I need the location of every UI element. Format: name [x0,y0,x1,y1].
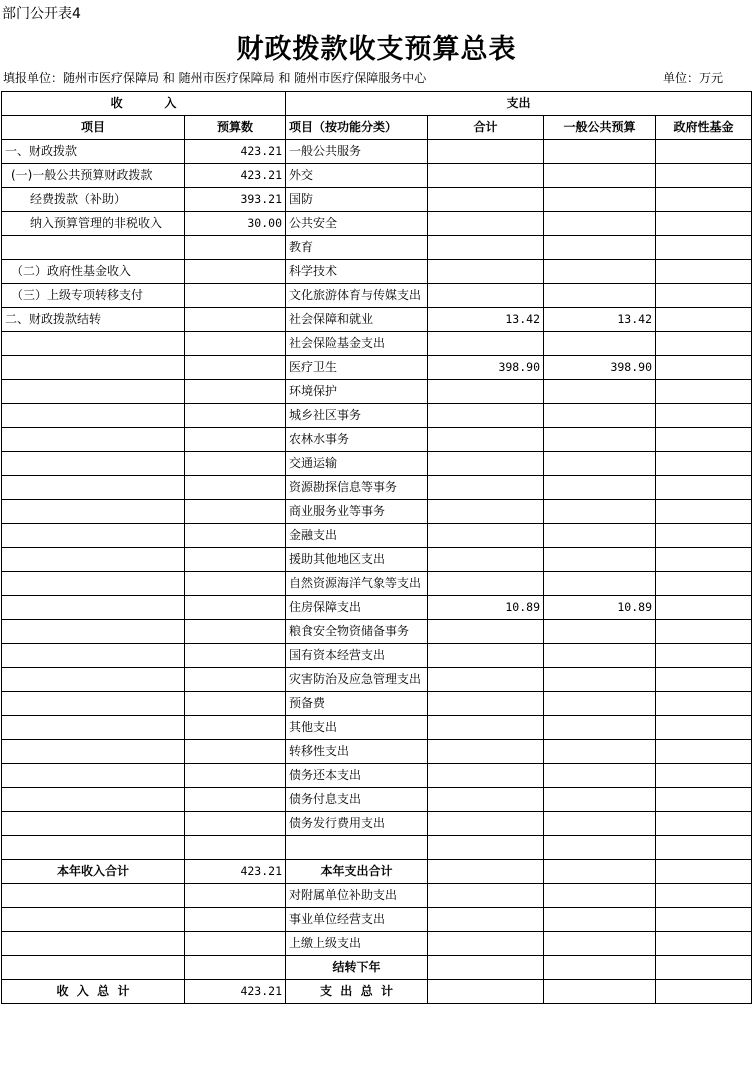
expense-general-cell [544,644,656,668]
expense-fund-cell [656,572,752,596]
income-total-label: 本年收入合计 [2,860,185,884]
corner-label: 部门公开表4 [2,6,81,22]
expense-general-cell [544,164,656,188]
table-row [2,500,752,524]
income-item-cell [2,404,185,428]
expense-general-cell: 10.89 [544,596,656,620]
income-item-cell [2,380,185,404]
expense-item-cell: 公共安全 [286,212,428,236]
income-value-cell [185,404,286,428]
expense-total-cell [428,692,544,716]
expense-item-cell: 援助其他地区支出 [286,548,428,572]
income-value-cell: 30.00 [185,212,286,236]
table-row [2,764,752,788]
expense-item-cell: 灾害防治及应急管理支出 [286,668,428,692]
table-row [2,572,752,596]
income-value-cell [185,428,286,452]
table-row [2,548,752,572]
expense-item-cell: 国防 [286,188,428,212]
expense-general-cell [544,380,656,404]
expense-total-general [544,860,656,884]
carryover-row [2,956,752,980]
income-value-cell [185,692,286,716]
expense-total-cell [428,836,544,860]
expense-fund-cell [656,788,752,812]
extra-row-label: 对附属单位补助支出 [286,884,428,908]
budget-table [1,91,752,1004]
expense-general-cell [544,572,656,596]
expense-item-cell: 资源勘探信息等事务 [286,476,428,500]
expense-general-cell [544,284,656,308]
expense-general-cell [544,812,656,836]
expense-fund-cell [656,692,752,716]
col-header-exp-item: 项目（按功能分类） [286,116,428,140]
expense-total-cell: 398.90 [428,356,544,380]
expense-fund-cell [656,404,752,428]
income-item-cell [2,236,185,260]
expense-total-cell [428,236,544,260]
expense-general-cell [544,428,656,452]
expense-general-cell: 13.42 [544,308,656,332]
expense-general-cell [544,740,656,764]
expense-total-cell [428,164,544,188]
income-item-cell [2,572,185,596]
income-value-cell [185,260,286,284]
grand-expense-label: 支 出 总 计 [286,980,428,1004]
expense-fund-cell [656,356,752,380]
expense-item-cell: 科学技术 [286,260,428,284]
income-group-header: 收 入 [2,92,286,116]
expense-total-cell: 10.89 [428,596,544,620]
expense-general-cell [544,476,656,500]
income-item-cell: 经费拨款（补助） [2,188,185,212]
income-item-cell [2,836,185,860]
income-item-cell: （二）政府性基金收入 [2,260,185,284]
extra-row-label: 上缴上级支出 [286,932,428,956]
expense-fund-cell [656,164,752,188]
table-row [2,788,752,812]
expense-item-cell: 交通运输 [286,452,428,476]
income-value-cell [185,452,286,476]
income-item-cell [2,812,185,836]
table-body [2,140,752,860]
expense-fund-cell [656,548,752,572]
income-value-cell [185,380,286,404]
expense-fund-cell [656,284,752,308]
expense-fund-cell [656,764,752,788]
expense-general-cell [544,692,656,716]
expense-item-cell: 国有资本经营支出 [286,644,428,668]
expense-item-cell: 自然资源海洋气象等支出 [286,572,428,596]
expense-general-cell [544,668,656,692]
income-value-cell [185,572,286,596]
expense-total-cell [428,740,544,764]
expense-item-cell: 债务付息支出 [286,788,428,812]
income-item-cell [2,644,185,668]
expense-item-cell: 农林水事务 [286,428,428,452]
expense-general-cell [544,212,656,236]
expense-fund-cell [656,596,752,620]
expense-total-cell [428,212,544,236]
income-item-cell [2,332,185,356]
expense-item-cell: 商业服务业等事务 [286,500,428,524]
income-item-cell: 二、财政拨款结转 [2,308,185,332]
income-item-cell [2,476,185,500]
expense-total-cell [428,524,544,548]
expense-fund-cell [656,380,752,404]
table-row [2,332,752,356]
expense-general-cell [544,716,656,740]
expense-item-cell: 粮食安全物资储备事务 [286,620,428,644]
expense-item-cell: 其他支出 [286,716,428,740]
table-row [2,452,752,476]
extra-row-label: 事业单位经营支出 [286,908,428,932]
income-value-cell [185,524,286,548]
table-row [2,236,752,260]
expense-general-cell: 398.90 [544,356,656,380]
income-item-cell: (一)一般公共预算财政拨款 [2,164,185,188]
table-row [2,812,752,836]
income-item-cell [2,428,185,452]
table-row [2,668,752,692]
expense-total-cell [428,332,544,356]
expense-general-cell [544,620,656,644]
expense-general-cell [544,404,656,428]
expense-total-cell [428,644,544,668]
table-row [2,140,752,164]
expense-fund-cell [656,644,752,668]
income-value-cell [185,236,286,260]
expense-item-cell: 债务还本支出 [286,764,428,788]
expense-general-cell [544,188,656,212]
table-row [2,284,752,308]
expense-fund-cell [656,836,752,860]
table-row [2,716,752,740]
expense-total-cell [428,572,544,596]
income-item-cell [2,452,185,476]
expense-fund-cell [656,668,752,692]
expense-general-cell [544,836,656,860]
income-value-cell [185,716,286,740]
extra-row [2,932,752,956]
expense-total-cell [428,452,544,476]
expense-general-cell [544,524,656,548]
expense-item-cell: 金融支出 [286,524,428,548]
unit-label: 单位：万元 [662,71,723,85]
expense-general-cell [544,764,656,788]
year-total-row [2,860,752,884]
col-header-fund: 政府性基金 [656,116,752,140]
income-item-cell [2,716,185,740]
extra-row [2,908,752,932]
expense-total-cell [428,812,544,836]
expense-total-cell [428,380,544,404]
expense-item-cell: 城乡社区事务 [286,404,428,428]
table-row [2,212,752,236]
expense-general-cell [544,548,656,572]
income-item-cell [2,548,185,572]
group-header-row [2,92,752,116]
expense-fund-cell [656,140,752,164]
income-value-cell: 393.21 [185,188,286,212]
expense-item-cell: 教育 [286,236,428,260]
expense-total-cell [428,716,544,740]
income-value-cell [185,500,286,524]
table-row [2,740,752,764]
grand-total-row [2,980,752,1004]
column-header-row [2,116,752,140]
income-value-cell [185,620,286,644]
income-item-cell: （三）上级专项转移支付 [2,284,185,308]
expense-total-cell [428,188,544,212]
table-row [2,644,752,668]
expense-total-cell [428,260,544,284]
expense-total-cell [428,620,544,644]
col-header-general: 一般公共预算 [544,116,656,140]
expense-total-cell [428,140,544,164]
table-row [2,476,752,500]
expense-item-cell: 债务发行费用支出 [286,812,428,836]
expense-fund-cell [656,812,752,836]
expense-item-cell: 社会保险基金支出 [286,332,428,356]
income-item-cell [2,356,185,380]
expense-general-cell [544,788,656,812]
income-item-cell [2,764,185,788]
expense-item-cell: 住房保障支出 [286,596,428,620]
page-title: 财政拨款收支预算总表 [236,34,517,65]
expense-total-cell [428,500,544,524]
expense-item-cell: 医疗卫生 [286,356,428,380]
extra-row [2,884,752,908]
table-row [2,428,752,452]
income-value-cell [185,740,286,764]
expense-item-cell: 文化旅游体育与传媒支出 [286,284,428,308]
expense-fund-cell [656,452,752,476]
expense-item-cell: 一般公共服务 [286,140,428,164]
income-value-cell [185,332,286,356]
col-header-item: 项目 [2,116,185,140]
income-item-cell: 一、财政拨款 [2,140,185,164]
income-value-cell [185,596,286,620]
expense-general-cell [544,452,656,476]
grand-income-value: 423.21 [185,980,286,1004]
income-value-cell [185,548,286,572]
expense-total-label: 本年支出合计 [286,860,428,884]
expense-item-cell: 外交 [286,164,428,188]
income-item-cell [2,740,185,764]
unit-row [3,69,743,85]
income-value-cell [185,788,286,812]
income-value-cell [185,476,286,500]
expense-fund-cell [656,308,752,332]
table-row [2,596,752,620]
expense-fund-cell [656,428,752,452]
expense-fund-cell [656,620,752,644]
income-item-cell [2,620,185,644]
income-item-cell [2,596,185,620]
income-item-cell [2,668,185,692]
expense-total-cell [428,284,544,308]
income-item-cell: 纳入预算管理的非税收入 [2,212,185,236]
income-item-cell [2,692,185,716]
expense-total-cell [428,476,544,500]
expense-general-cell [544,236,656,260]
table-row [2,836,752,860]
table-footer [2,860,752,1004]
expense-item-cell [286,836,428,860]
table-row [2,620,752,644]
table-row [2,692,752,716]
expense-total-cell [428,428,544,452]
expense-fund-cell [656,212,752,236]
table-row [2,380,752,404]
grand-income-label: 收 入 总 计 [2,980,185,1004]
expense-item-cell: 环境保护 [286,380,428,404]
table-row [2,188,752,212]
income-value-cell [185,644,286,668]
expense-item-cell: 社会保障和就业 [286,308,428,332]
carryover-label: 结转下年 [286,956,428,980]
expense-total-cell [428,668,544,692]
table-row [2,524,752,548]
expense-fund-cell [656,476,752,500]
expense-item-cell: 转移性支出 [286,740,428,764]
table-row [2,356,752,380]
expense-general-cell [544,260,656,284]
col-header-total: 合计 [428,116,544,140]
expense-total-total [428,860,544,884]
income-item-cell [2,500,185,524]
income-value-cell [185,764,286,788]
expense-total-cell [428,764,544,788]
table-row [2,164,752,188]
col-header-budget: 预算数 [185,116,286,140]
expense-general-cell [544,500,656,524]
expense-fund-cell [656,500,752,524]
income-value-cell: 423.21 [185,140,286,164]
expense-fund-cell [656,716,752,740]
expense-fund-cell [656,332,752,356]
income-value-cell [185,812,286,836]
expense-total-cell [428,788,544,812]
income-value-cell [185,284,286,308]
income-value-cell [185,836,286,860]
income-value-cell [185,308,286,332]
table-row [2,404,752,428]
expense-fund-cell [656,236,752,260]
income-value-cell: 423.21 [185,164,286,188]
income-total-value: 423.21 [185,860,286,884]
expense-fund-cell [656,188,752,212]
table-row [2,260,752,284]
expense-item-cell: 预备费 [286,692,428,716]
expense-fund-cell [656,260,752,284]
income-value-cell [185,356,286,380]
expense-group-header: 支出 [286,92,752,116]
expense-fund-cell [656,740,752,764]
expense-general-cell [544,140,656,164]
expense-total-fund [656,860,752,884]
income-item-cell [2,524,185,548]
unit-info: 填报单位：随州市医疗保障局 和 随州市医疗保障局 和 随州市医疗保障服务中心 [3,71,427,85]
expense-total-cell: 13.42 [428,308,544,332]
expense-general-cell [544,332,656,356]
expense-fund-cell [656,524,752,548]
expense-total-cell [428,548,544,572]
income-item-cell [2,788,185,812]
income-value-cell [185,668,286,692]
table-row [2,308,752,332]
expense-total-cell [428,404,544,428]
